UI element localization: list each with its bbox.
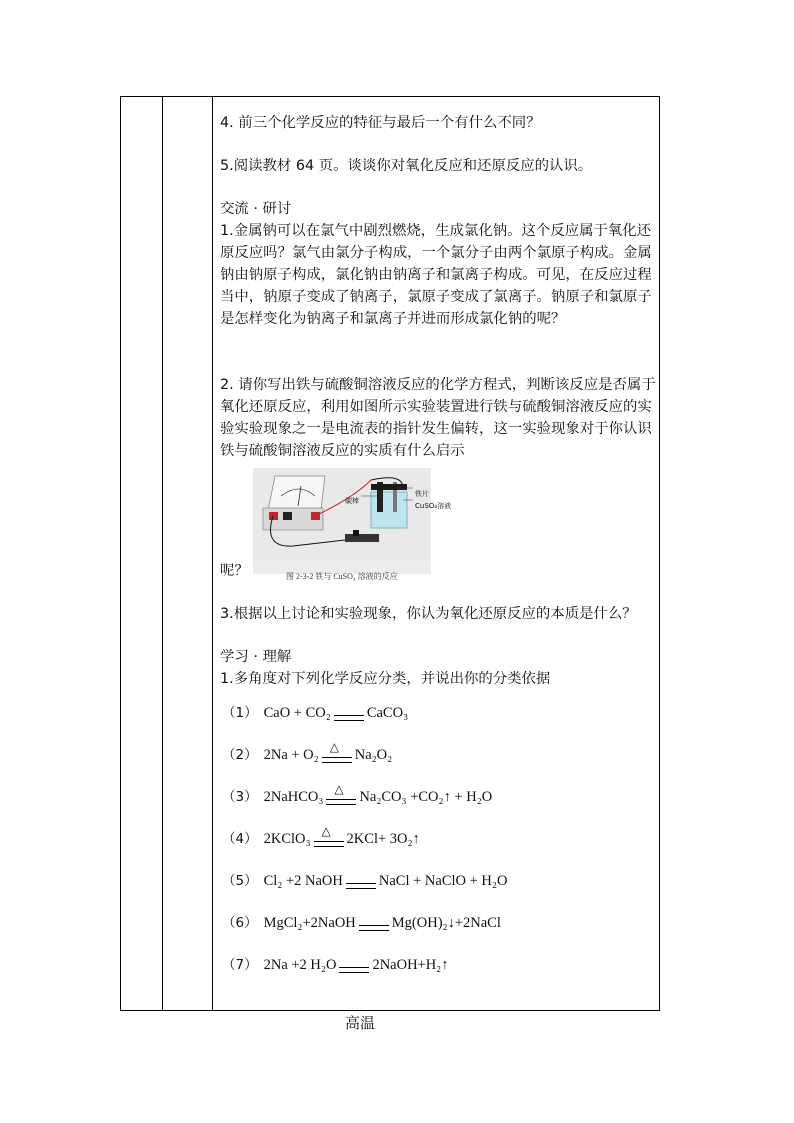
galvanometer-apparatus-image xyxy=(253,468,431,560)
equation-4: （4） 2KClO₃ △ 2KCl+ 3O₂↑ xyxy=(222,824,420,847)
equation-7: （7） 2Na +2 H₂O 2NaOH+H₂↑ xyxy=(222,957,449,973)
equation-list xyxy=(220,682,656,976)
equation-3: （3） 2NaHCO₃ △ Na₂CO₃ +CO₂↑ + H₂O xyxy=(222,782,493,805)
equation-6: （6） MgCl₂+2NaOH Mg(OH)₂↓+2NaCl xyxy=(222,915,501,931)
section-title-learning: 学习 · 理解 xyxy=(220,649,292,665)
lesson-content xyxy=(220,112,656,976)
figure-caption: 图 2-3-2 铁与 CuSO₄ 溶液的反应 xyxy=(286,572,398,581)
equation-2: （2） 2Na + O₂ △ Na₂O₂ xyxy=(222,740,393,763)
discussion-2-end: 呢？ xyxy=(220,563,249,579)
high-temperature-label: 高温 xyxy=(345,1014,376,1032)
column-divider-2 xyxy=(212,96,213,1011)
discussion-2: 2. 请你写出铁与硫酸铜溶液反应的化学方程式，判断该反应是否属于氧化还原反应，利用如图所示实验装置进行铁与硫酸铜溶液反应的实验实验现象之一是电流表的指针发生偏转，这一实验现象对于你认识铁与硫酸铜溶液反应的实质有什么启示 xyxy=(220,377,656,459)
learning-1: 1.多角度对下列化学反应分类，并说出你的分类依据 xyxy=(220,671,551,687)
equation-5: （5） Cl₂ +2 NaOH NaCl + NaClO + H₂O xyxy=(222,873,508,889)
copper-sulfate-label: CuSO₄溶液 xyxy=(415,502,452,510)
section-title-discussion: 交流 · 研讨 xyxy=(220,201,292,217)
discussion-1: 1.金属钠可以在氯气中剧烈燃烧，生成氯化钠。这个反应属于氧化还原反应吗？氯气由氯分子构成，一个氯分子由两个氯原子构成。金属钠由钠原子构成，氯化钠由钠离子和氯离子构成。可见，在反应过程当中，钠原子变成了钠离子，氯原子变成了氯离子。钠原子和氯原子是怎样变化为钠离子和氯离子并进而形成氯化钠的呢？ xyxy=(220,223,652,327)
iron-sheet-label: 铁片 xyxy=(415,490,429,498)
experiment-figure xyxy=(253,468,452,581)
question-4: 4. 前三个化学反应的特征与最后一个有什么不同？ xyxy=(220,115,541,131)
carbon-rod-label: 碳棒 xyxy=(345,497,359,505)
equation-1: （1） CaO + CO₂ CaCO₃ xyxy=(222,705,409,721)
column-divider-1 xyxy=(162,96,163,1011)
question-5: 5.阅读教材 64 页。谈谈你对氧化反应和还原反应的认识。 xyxy=(220,158,593,174)
discussion-3: 3.根据以上讨论和实验现象，你认为氧化还原反应的本质是什么？ xyxy=(220,606,637,622)
